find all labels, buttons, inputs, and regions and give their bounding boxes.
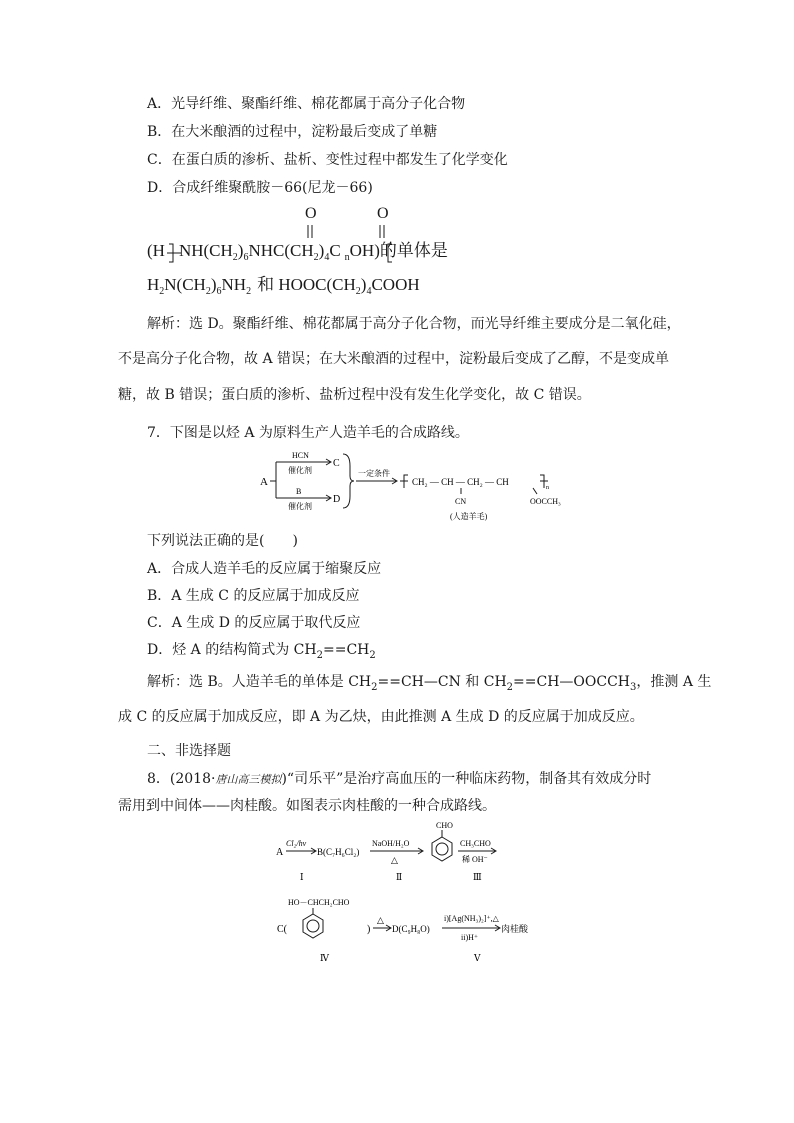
q6-analysis-line-3: 糖，故 B 错误；蛋白质的渗析、盐析过程中没有发生化学变化，故 C 错误。 bbox=[118, 387, 591, 403]
q8-l1-a: 8．(2018· bbox=[147, 771, 216, 787]
s-r1: Cl₂/hν bbox=[286, 839, 307, 848]
q7-ana-g: ，推测 A 生 bbox=[636, 674, 712, 690]
f2-f: 6 bbox=[216, 286, 222, 297]
s-r2: NaOH/H₂O bbox=[372, 839, 410, 848]
f1-p10: C bbox=[329, 241, 341, 260]
q7-d-s1: 2 bbox=[316, 650, 323, 661]
q8-l1-b: 唐山高三模拟 bbox=[215, 773, 282, 786]
diagram-polymer: CH₂ — CH — CH₂ — CH bbox=[412, 477, 509, 487]
f1-p11: n bbox=[344, 252, 350, 263]
f1-p5: 6 bbox=[243, 252, 249, 263]
s-v: Ⅴ bbox=[474, 953, 481, 963]
s-hochain: HO－CHCH₂CHO bbox=[288, 898, 350, 907]
diagram-hcn: HCN bbox=[292, 451, 309, 460]
f2-l: 4 bbox=[366, 286, 372, 297]
f1-p9: 4 bbox=[324, 252, 330, 263]
formula-line-1 bbox=[147, 242, 448, 267]
f1-p1: (H bbox=[147, 241, 165, 260]
s-cho: CHO bbox=[436, 821, 453, 830]
s-r5b: ii)H⁺ bbox=[461, 933, 479, 942]
q6-option-d: D．合成纤维聚酰胺－66(尼龙－66) bbox=[147, 180, 373, 196]
q7-ana-c: ==CH—CN 和 CH bbox=[377, 674, 507, 690]
s-a: A bbox=[276, 847, 284, 858]
f2-g: NH bbox=[221, 275, 247, 294]
diagram-ooc: OOCCH₃ bbox=[530, 497, 561, 506]
s-i: Ⅰ bbox=[300, 872, 304, 882]
q8-stem-line-1 bbox=[147, 770, 651, 789]
s-r5a: i)[Ag(NH₃)₂]⁺,△ bbox=[444, 914, 499, 923]
diagram-d: D bbox=[333, 494, 341, 505]
section-heading: 二、非选择题 bbox=[147, 743, 231, 759]
s-product: 肉桂酸 bbox=[501, 924, 529, 934]
s-c-open: C( bbox=[277, 924, 287, 935]
s-d: D(C₉H₈O) bbox=[392, 924, 430, 934]
s-iv: Ⅳ bbox=[320, 953, 329, 963]
f2-h: 2 bbox=[246, 286, 252, 297]
diagram-cat1: 催化剂 bbox=[288, 466, 312, 475]
s-r3: CH₃CHO bbox=[460, 839, 491, 848]
q6-analysis-line-2: 不是高分子化合物，故 A 错误；在大米酿酒的过程中，淀粉最后变成了乙醇，不是变成单 bbox=[118, 351, 670, 367]
q6-option-c: C．在蛋白质的渗析、盐析、变性过程中都发生了化学变化 bbox=[147, 152, 508, 168]
s-delta: △ bbox=[391, 855, 398, 865]
q7-d-s2: 2 bbox=[369, 650, 376, 661]
q7-stem: 7．下图是以烃 A 为原料生产人造羊毛的合成路线。 bbox=[147, 425, 469, 441]
q7-option-c: C．A 生成 D 的反应属于取代反应 bbox=[147, 615, 361, 631]
diagram-a: A bbox=[260, 476, 268, 488]
q7-ana-e: ==CH—OOCCH bbox=[513, 674, 631, 690]
benzene-ring-icon bbox=[432, 837, 452, 861]
q7-option-d bbox=[147, 641, 376, 665]
q7-ana-f: 3 bbox=[630, 682, 637, 693]
f1-p8: ) bbox=[318, 241, 325, 260]
diagram-b: B bbox=[296, 487, 302, 496]
f1-p6: NHC(CH bbox=[248, 241, 314, 260]
formula-line-2 bbox=[147, 276, 420, 301]
q7-d-pre: D．烃 A 的结构简式为 CH bbox=[147, 642, 317, 658]
q7-analysis-line-1 bbox=[147, 673, 711, 697]
f1-p2: NH(CH bbox=[178, 241, 233, 260]
benzene-ring-icon-2 bbox=[303, 914, 323, 938]
f2-d: 2 bbox=[205, 286, 211, 297]
q7-d-post: CH bbox=[346, 642, 370, 658]
s-ii: Ⅱ bbox=[396, 872, 403, 882]
s-r3b: 稀 OH⁻ bbox=[462, 855, 488, 864]
s-b: B(C₇H₆Cl₂) bbox=[317, 847, 360, 857]
f2-j: 2 bbox=[355, 286, 361, 297]
diagram-cat2: 催化剂 bbox=[288, 502, 312, 511]
q7-option-a: A．合成人造羊毛的反应属于缩聚反应 bbox=[147, 561, 382, 577]
q8-synthesis-scheme bbox=[270, 818, 570, 968]
f2-a: H bbox=[147, 275, 160, 294]
q7-synthesis-diagram bbox=[250, 448, 580, 528]
f2-c: N(CH bbox=[164, 275, 206, 294]
q6-option-a: A．光导纤维、聚酯纤维、棉花都属于高分子化合物 bbox=[147, 96, 466, 112]
diagram-c: C bbox=[333, 458, 340, 469]
q7-ask: 下列说法正确的是( ) bbox=[147, 533, 298, 549]
carbonyl-o-1: O bbox=[305, 205, 317, 222]
q8-l1-c: )“司乐平”是治疗高血压的一种临床药物，制备其有效成分时 bbox=[281, 771, 652, 787]
q7-analysis-line-2: 成 C 的反应属于加成反应，即 A 为乙炔，由此推测 A 生成 D 的反应属于加成反应。 bbox=[118, 709, 644, 725]
q8-stem-line-2: 需用到中间体——肉桂酸。如图表示肉桂酸的一种合成路线。 bbox=[118, 798, 496, 814]
f2-k: ) bbox=[360, 275, 367, 294]
q7-d-bond: == bbox=[322, 642, 347, 658]
f2-i: 和 HOOC(CH bbox=[257, 275, 356, 294]
diagram-cn: CN bbox=[455, 497, 467, 506]
s-iii: Ⅲ bbox=[473, 872, 482, 882]
f1-p4: ) bbox=[237, 241, 244, 260]
f1-p7: 2 bbox=[313, 252, 319, 263]
f2-b: 2 bbox=[159, 286, 165, 297]
q7-option-b: B．A 生成 C 的反应属于加成反应 bbox=[147, 588, 360, 604]
f2-m: COOH bbox=[371, 275, 420, 294]
q6-option-b: B．在大米酿酒的过程中，淀粉最后变成了单糖 bbox=[147, 124, 438, 140]
q7-ana-d: 2 bbox=[506, 682, 514, 693]
f1-p3: 2 bbox=[232, 252, 238, 263]
diagram-label: (人造羊毛) bbox=[450, 512, 488, 521]
diagram-n: n bbox=[546, 485, 549, 491]
f2-e: ) bbox=[210, 275, 217, 294]
s-delta2: △ bbox=[377, 915, 384, 925]
s-c-close: ) bbox=[367, 924, 371, 935]
f1-p12: OH)的单体是 bbox=[349, 241, 448, 260]
q6-analysis-line-1: 解析：选 D。聚酯纤维、棉花都属于高分子化合物，而光导纤维主要成分是二氧化硅， bbox=[147, 316, 681, 332]
diagram-cond: 一定条件 bbox=[358, 469, 390, 478]
q7-ana-b: 2 bbox=[371, 682, 378, 693]
carbonyl-o-2: O bbox=[377, 205, 389, 222]
q7-ana-a: 解析：选 B。人造羊毛的单体是 CH bbox=[147, 674, 372, 690]
